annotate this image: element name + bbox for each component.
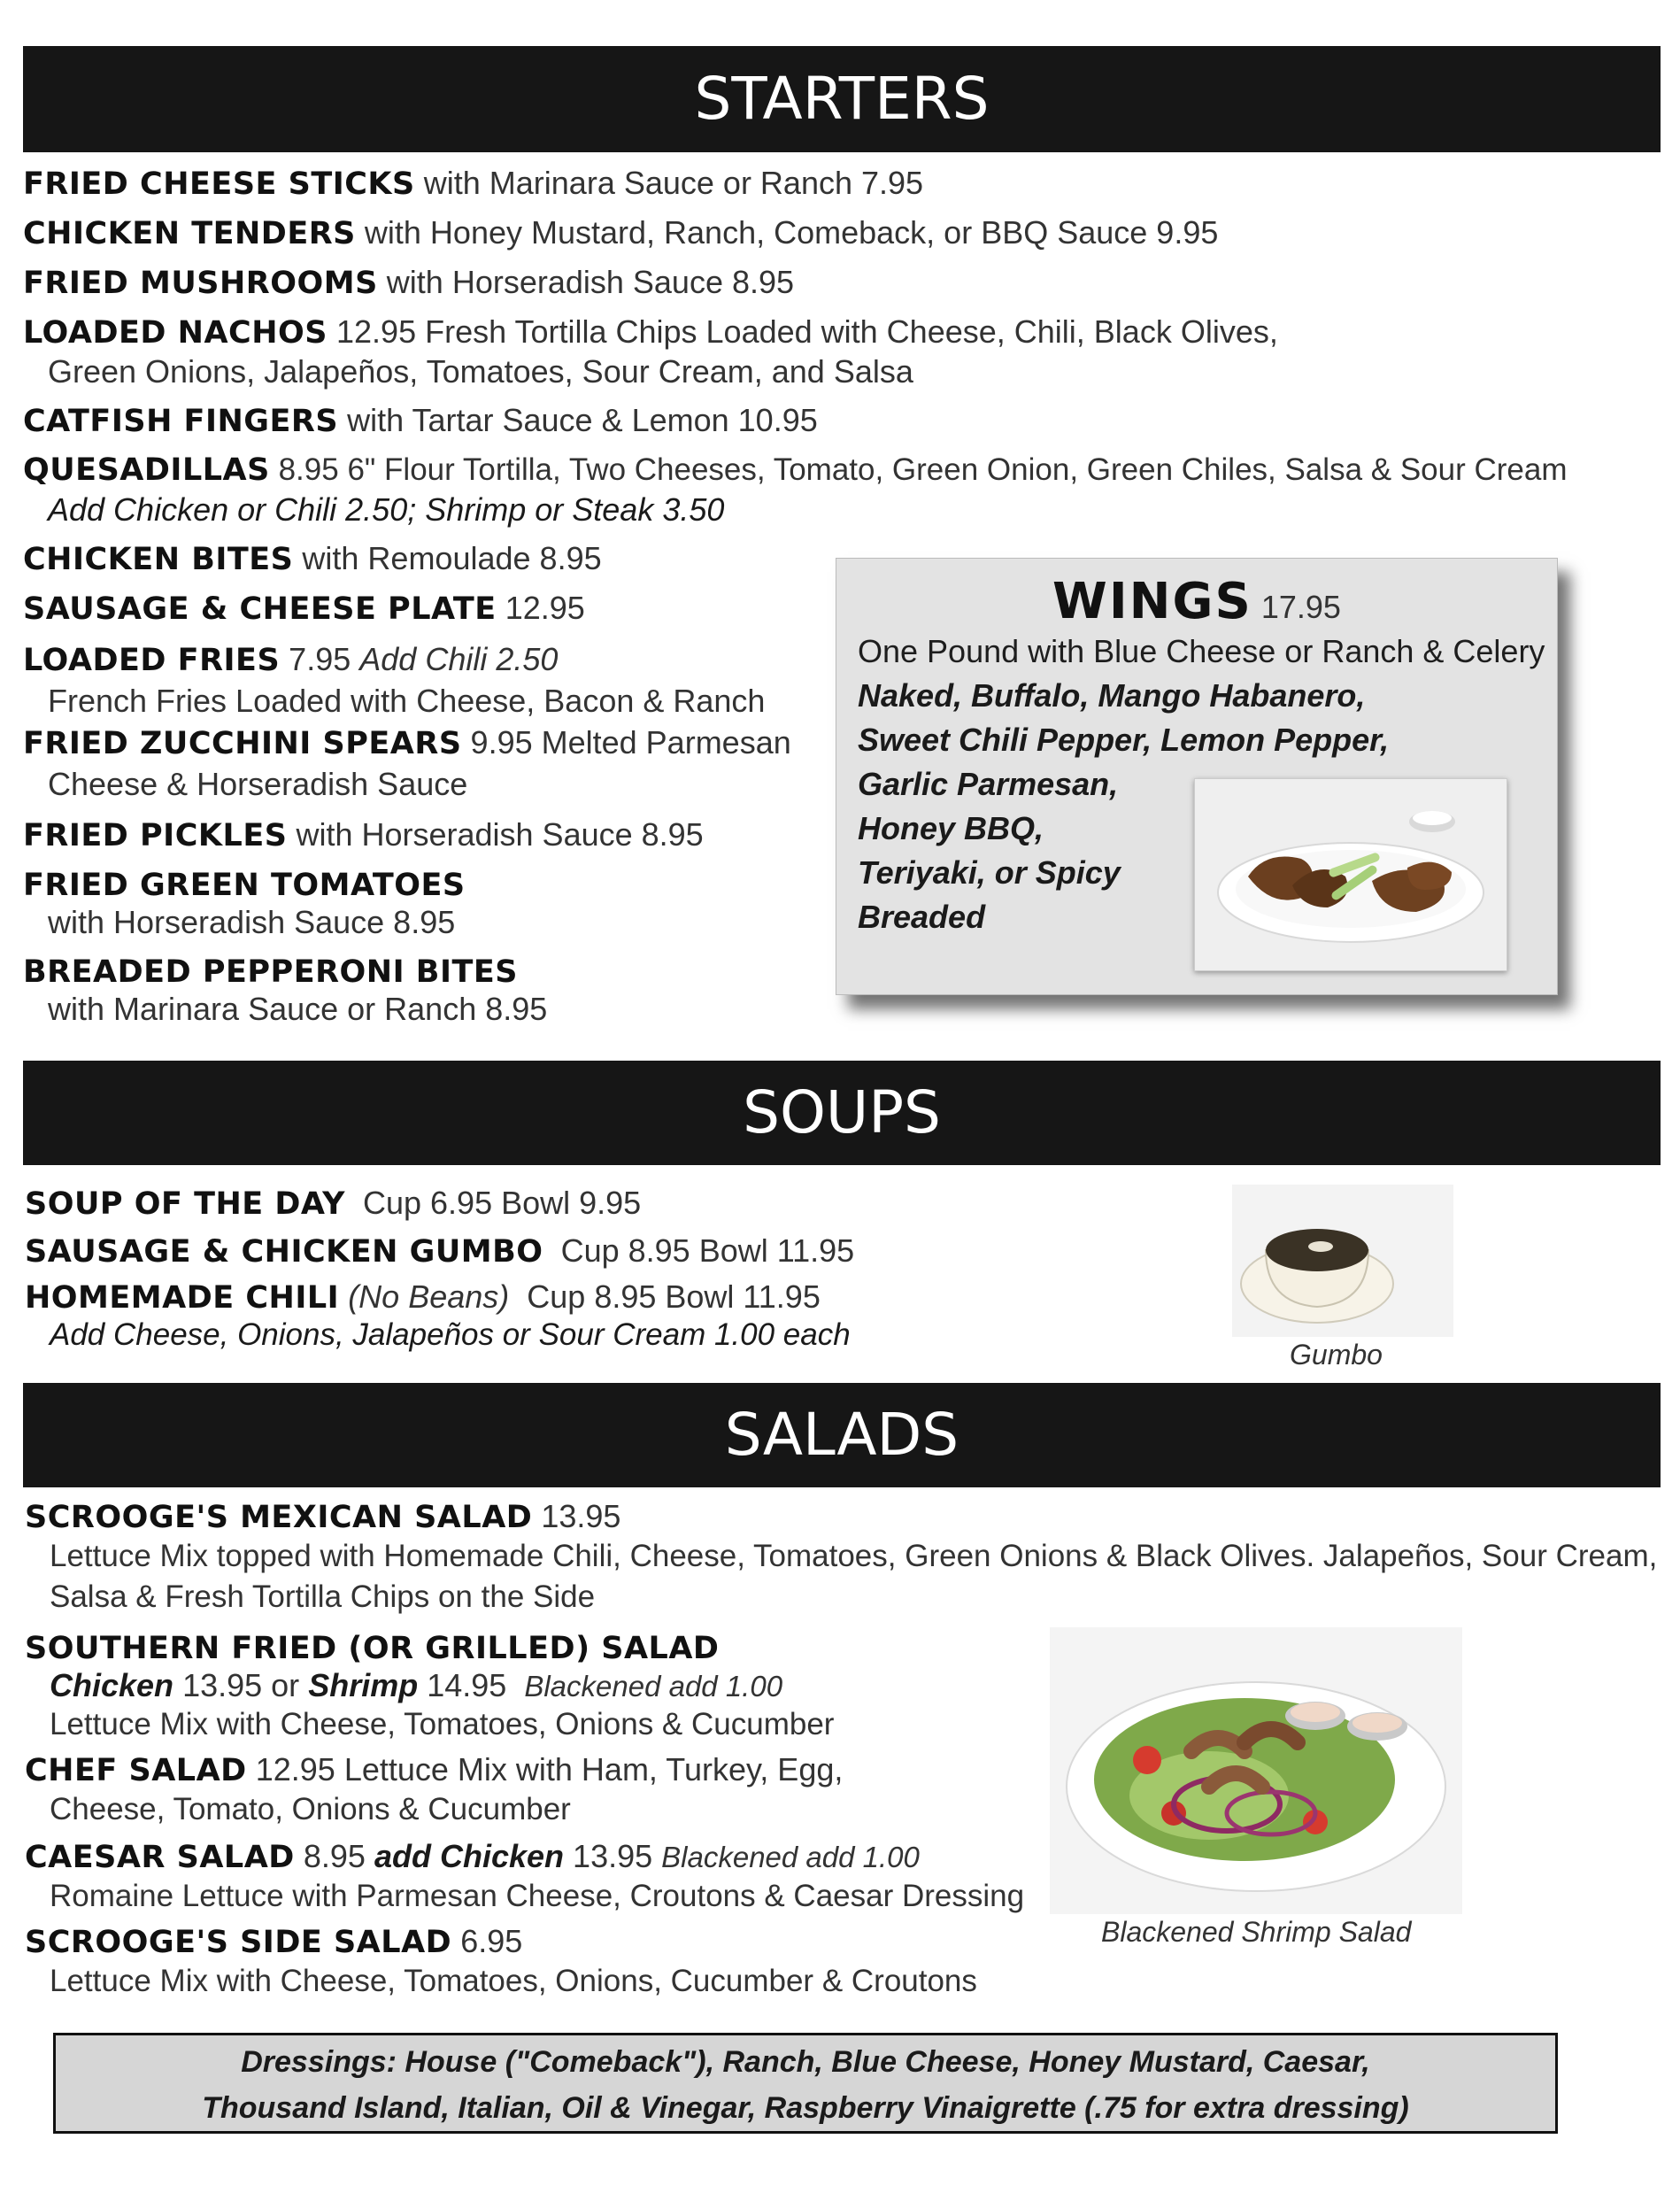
menu-item-description: Salsa & Fresh Tortilla Chips on the Side xyxy=(50,1579,596,1614)
menu-item-options: Chicken 13.95 or Shrimp 14.95 Blackened add 1.00 xyxy=(50,1667,783,1703)
wings-description: One Pound with Blue Cheese or Ranch & Celery xyxy=(858,633,1545,669)
menu-item-addon: Add Chicken or Chili 2.50; Shrimp or Steak 3.50 xyxy=(48,491,725,528)
menu-item-description: Romaine Lettuce with Parmesan Cheese, Croutons & Caesar Dressing xyxy=(50,1879,1025,1913)
starters-header: STARTERS xyxy=(23,46,1661,152)
menu-item: CAESAR SALAD 8.95 add Chicken 13.95 Blackened add 1.00 xyxy=(25,1838,920,1875)
wings-flavor: Honey BBQ, xyxy=(858,810,1044,846)
menu-item: LOADED NACHOS 12.95 Fresh Tortilla Chips Loaded with Cheese, Chili, Black Olives, xyxy=(23,313,1278,351)
menu-item: SAUSAGE & CHEESE PLATE 12.95 xyxy=(23,590,585,627)
menu-item-description: Lettuce Mix topped with Homemade Chili, Cheese, Tomatoes, Green Onions & Black Olives. Jalapeños, Sour Cream, xyxy=(50,1539,1658,1573)
menu-item: BREADED PEPPERONI BITES xyxy=(23,954,518,990)
menu-item: QUESADILLAS 8.95 6" Flour Tortilla, Two Cheeses, Tomato, Green Onion, Green Chiles, Salsa & Sour Cream xyxy=(23,452,1568,488)
menu-item-description: Green Onions, Jalapeños, Tomatoes, Sour Cream, and Salsa xyxy=(48,353,913,390)
menu-item-description: French Fries Loaded with Cheese, Bacon & Ranch xyxy=(48,683,766,719)
menu-item: CHEF SALAD 12.95 Lettuce Mix with Ham, Turkey, Egg, xyxy=(25,1751,844,1788)
wings-flavor: Sweet Chili Pepper, Lemon Pepper, xyxy=(858,722,1390,758)
wings-plate-image xyxy=(1195,779,1507,970)
menu-item: LOADED FRIES 7.95 Add Chili 2.50 xyxy=(23,641,559,678)
menu-item: SCROOGE'S SIDE SALAD 6.95 xyxy=(25,1923,523,1960)
menu-item: FRIED MUSHROOMS with Horseradish Sauce 8.95 xyxy=(23,264,795,301)
menu-item-description: Lettuce Mix with Cheese, Tomatoes, Onions, Cucumber & Croutons xyxy=(50,1964,977,1998)
menu-item-description: Cheese & Horseradish Sauce xyxy=(48,766,468,802)
menu-item: CHICKEN TENDERS with Honey Mustard, Ranch, Comeback, or BBQ Sauce 9.95 xyxy=(23,214,1219,251)
gumbo-bowl-image xyxy=(1232,1185,1453,1337)
menu-item: SAUSAGE & CHICKEN GUMBO Cup 8.95 Bowl 11.95 xyxy=(25,1232,855,1270)
menu-item-description: with Horseradish Sauce 8.95 xyxy=(48,904,456,940)
wings-photo xyxy=(1194,778,1507,971)
menu-item: CHICKEN BITES with Remoulade 8.95 xyxy=(23,540,602,577)
shrimp-salad-image xyxy=(1050,1627,1462,1914)
menu-item-description: Lettuce Mix with Cheese, Tomatoes, Onions & Cucumber xyxy=(50,1707,835,1741)
menu-item: FRIED CHEESE STICKS with Marinara Sauce or Ranch 7.95 xyxy=(23,165,924,202)
gumbo-photo xyxy=(1232,1185,1453,1337)
menu-item: CATFISH FINGERS with Tartar Sauce & Lemon 10.95 xyxy=(23,402,818,439)
dressings-box xyxy=(53,2033,1558,2134)
wings-flavor: Garlic Parmesan, xyxy=(858,766,1119,802)
gumbo-caption: Gumbo xyxy=(1290,1339,1383,1371)
soups-addon: Add Cheese, Onions, Jalapeños or Sour Cream 1.00 each xyxy=(50,1317,851,1352)
menu-item: SCROOGE'S MEXICAN SALAD 13.95 xyxy=(25,1498,621,1535)
menu-item-description: with Marinara Sauce or Ranch 8.95 xyxy=(48,991,548,1027)
soups-header: SOUPS xyxy=(23,1061,1661,1165)
menu-item: FRIED GREEN TOMATOES xyxy=(23,868,466,903)
dressings-line: Dressings: House ("Comeback"), Ranch, Blue Cheese, Honey Mustard, Caesar, xyxy=(241,2045,1370,2079)
wings-box xyxy=(836,558,1558,995)
menu-item: FRIED ZUCCHINI SPEARS 9.95 Melted Parmesan xyxy=(23,724,791,761)
menu-item: HOMEMADE CHILI (No Beans) Cup 8.95 Bowl 11.95 xyxy=(25,1278,821,1316)
shrimp-salad-photo xyxy=(1050,1627,1462,1914)
menu-item: FRIED PICKLES with Horseradish Sauce 8.95 xyxy=(23,816,704,853)
wings-flavor: Breaded xyxy=(858,899,986,935)
menu-item: SOUTHERN FRIED (OR GRILLED) SALAD xyxy=(25,1631,720,1666)
wings-title: WINGS 17.95 xyxy=(1052,573,1341,630)
shrimp-salad-caption: Blackened Shrimp Salad xyxy=(1101,1916,1412,1948)
menu-item-description: Cheese, Tomato, Onions & Cucumber xyxy=(50,1792,571,1826)
wings-flavor: Naked, Buffalo, Mango Habanero, xyxy=(858,677,1366,714)
salads-header: SALADS xyxy=(23,1383,1661,1487)
wings-flavor: Teriyaki, or Spicy xyxy=(858,854,1121,891)
menu-item: SOUP OF THE DAY Cup 6.95 Bowl 9.95 xyxy=(25,1185,642,1222)
dressings-line: Thousand Island, Italian, Oil & Vinegar, Raspberry Vinaigrette (.75 for extra dressing) xyxy=(202,2091,1409,2125)
